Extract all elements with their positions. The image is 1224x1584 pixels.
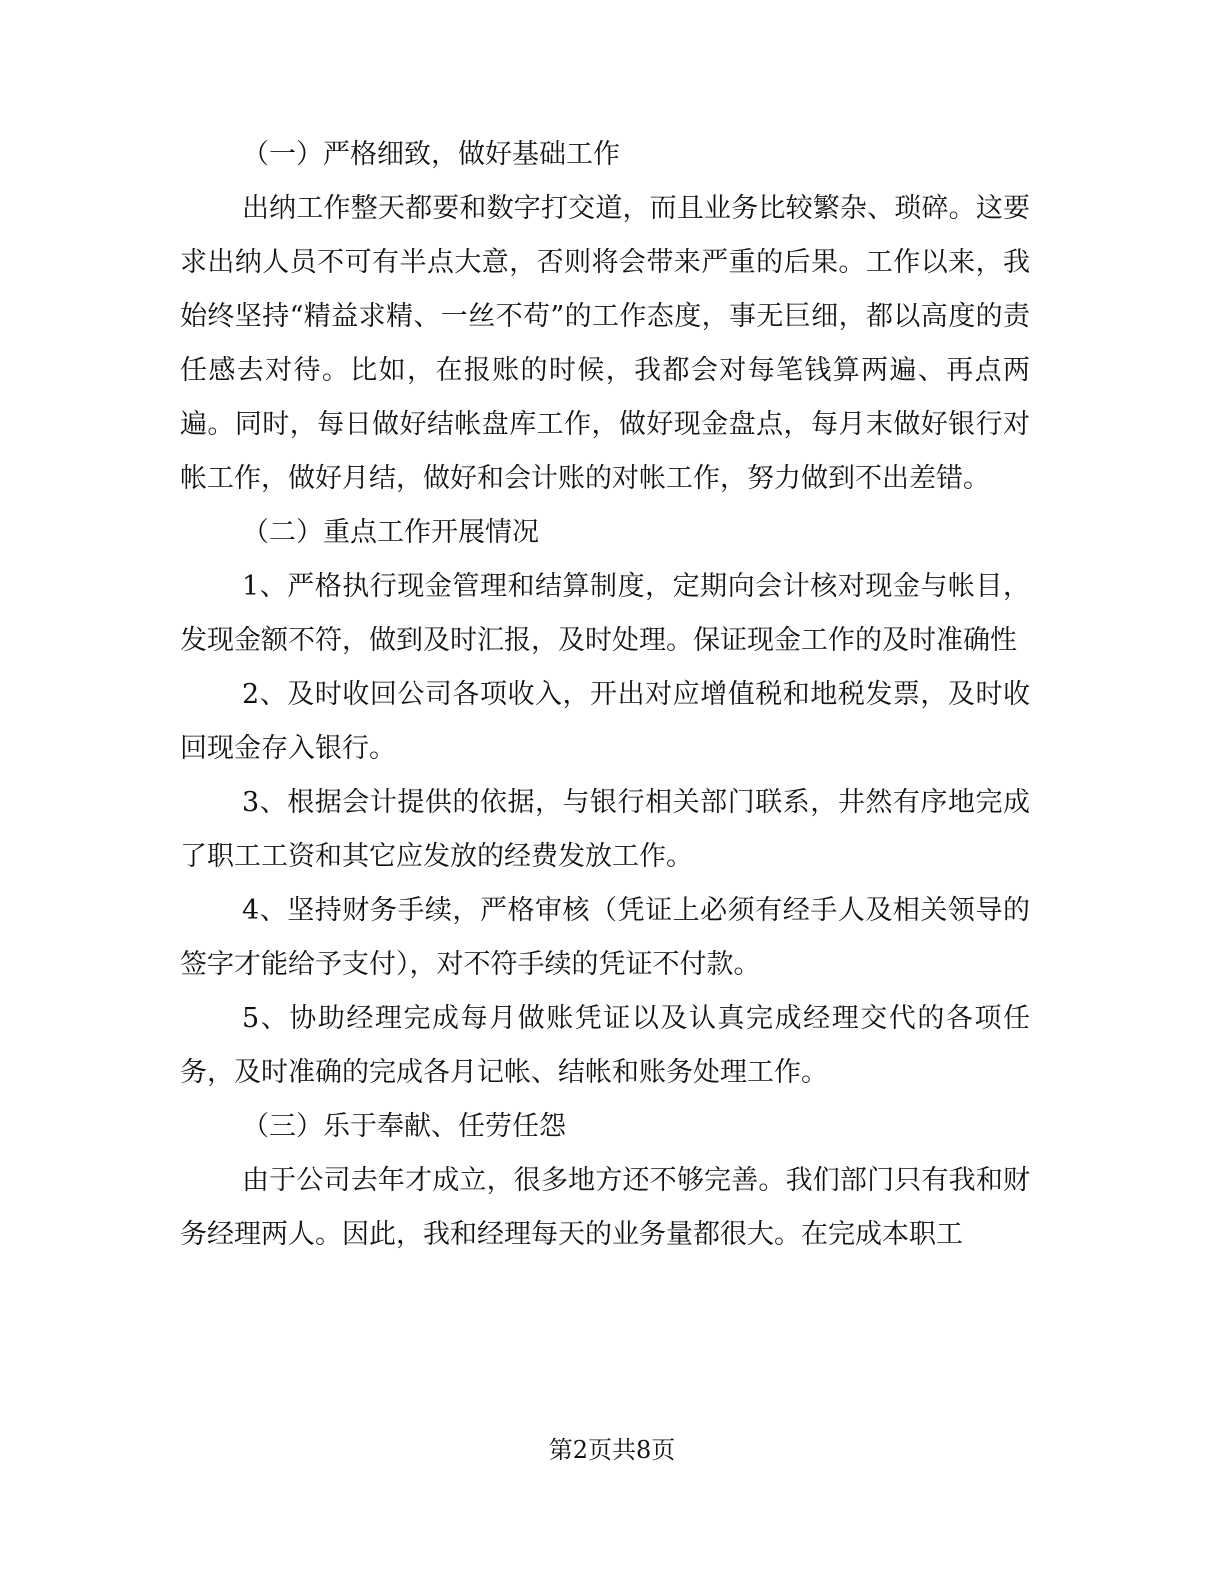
paragraph-basic-work: 出纳工作整天都要和数字打交道，而且业务比较繁杂、琐碎。这要求出纳人员不可有半点大意，否则将会带来严重的后果。工作以来，我始终坚持“精益求精、一丝不苟”的工作态度，事无巨细，都以高度的责任感去对待。比如，在报账的时候，我都会对每笔钱算两遍、再点两遍。同时，每日做好结帐盘库工作，做好现金盘点，每月末做好银行对帐工作，做好月结，做好和会计账的对帐工作，努力做到不出差错。 (180, 193, 1030, 494)
document-body (180, 128, 1030, 1262)
page-number-footer: 第2页共8页 (548, 1436, 676, 1464)
section-heading-2: （二）重点工作开展情况 (242, 517, 539, 548)
list-item-4: 4、坚持财务手续，严格审核（凭证上必须有经手人及相关领导的签字才能给予支付），对不符手续的凭证不付款。 (180, 895, 1030, 980)
list-item-3: 3、根据会计提供的依据，与银行相关部门联系，井然有序地完成了职工工资和其它应发放的经费发放工作。 (180, 787, 1030, 872)
section-heading-3: （三）乐于奉献、任劳任怨 (242, 1111, 566, 1142)
list-item-1: 1、严格执行现金管理和结算制度，定期向会计核对现金与帐目，发现金额不符，做到及时汇报，及时处理。保证现金工作的及时准确性 (180, 571, 1030, 656)
section-heading-1: （一）严格细致，做好基础工作 (242, 139, 620, 170)
list-item-2: 2、及时收回公司各项收入，开出对应增值税和地税发票，及时收回现金存入银行。 (180, 679, 1030, 764)
list-item-5: 5、协助经理完成每月做账凭证以及认真完成经理交代的各项任务，及时准确的完成各月记帐、结帐和账务处理工作。 (180, 1003, 1030, 1088)
paragraph-dedication: 由于公司去年才成立，很多地方还不够完善。我们部门只有我和财务经理两人。因此，我和经理每天的业务量都很大。在完成本职工 (180, 1165, 1030, 1250)
